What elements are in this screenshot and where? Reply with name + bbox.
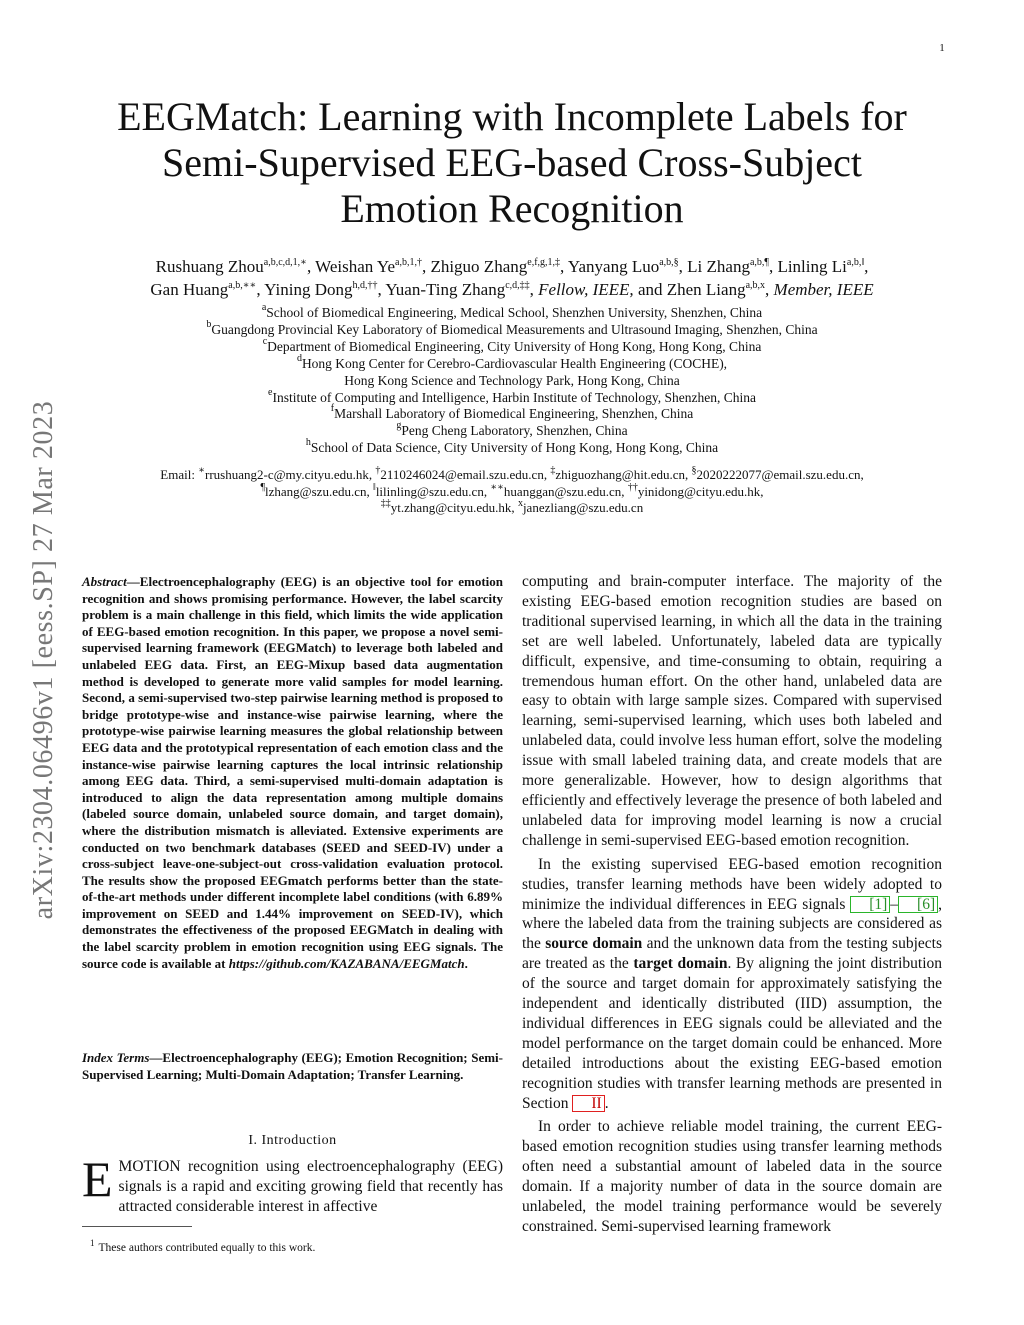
affiliation-text: Guangdong Provincial Key Laboratory of Biomedical Measurements and Ultrasound Imaging, Shenzhen, China <box>211 321 818 337</box>
body-paragraph: In order to achieve reliable model training, the current EEG-based emotion recognition studies using transfer learning methods often need a substantial amount of labeled data in the source domain. If a majority number of data in the source domain are unlabeled, the model training performance would be severely constrained. Semi-supervised learning framework <box>522 1118 942 1235</box>
author-conjunction: and <box>637 280 663 299</box>
section-link[interactable]: II <box>572 1095 604 1112</box>
intro-body: recognition using electroencephalography (EEG) signals is a rapid and exciting growing field that recently has attracted considerable interest in affective <box>118 1158 503 1215</box>
author-name: Linling Li <box>777 257 847 276</box>
email-address[interactable]: lilinling@szu.edu.cn, <box>375 483 488 499</box>
author-sup: a,b,x <box>745 280 766 291</box>
affiliation <box>120 352 904 373</box>
author-name: Gan Huang <box>150 280 229 299</box>
body-paragraph <box>522 855 942 1114</box>
author-sup: h,d,†† <box>352 280 378 291</box>
affiliation-text: School of Data Science, City University of Hong Kong, Hong Kong, China <box>310 440 719 456</box>
author-role: Fellow, IEEE, <box>538 280 634 299</box>
bold-term: source domain <box>545 935 643 953</box>
affiliation-sup: b <box>206 318 212 330</box>
affiliation <box>120 386 904 407</box>
author-name: Rushuang Zhou <box>155 257 264 276</box>
abstract-label: Abstract <box>82 574 127 589</box>
body-paragraph: computing and brain-computer interface. The majority of the existing EEG-based emotion recognition studies are based on traditional supervised learning, in which all the data in the training set are well labeled. Unfortunately, labeled data are typically difficult, expensive, and time-consuming to obtain, requiring a tremendous human effort. On the other hand, unlabeled data are easy to obtain with large sample sizes. Compared with supervised learning, semi-supervised learning, which uses both labeled and unlabeled data, could involve less human effort, solve the modeling issue with small labeled training data, and create models that are more generalizable. However, how to design algorithms that efficiently and effectively leverage the presence of both labeled and unlabeled data for improving model learning is now a crucial challenge in semi-supervised EEG-based emotion recognition. <box>522 573 942 849</box>
affiliation-text: Peng Cheng Laboratory, Shenzhen, China <box>401 423 628 439</box>
email-line <box>80 500 944 517</box>
affiliation-text: Hong Kong Center for Cerebro-Cardiovascular Health Engineering (COCHE), <box>301 355 728 371</box>
section-heading: I. Introduction <box>248 1133 337 1148</box>
email-line <box>80 481 944 501</box>
author-sup: a,b,‖ <box>846 257 865 268</box>
citation-link[interactable]: [6] <box>898 896 938 913</box>
author-sup: a,b,c,d,1,∗ <box>263 257 307 268</box>
affiliation-text: Department of Biomedical Engineering, City University of Hong Kong, Hong Kong, China <box>267 338 762 354</box>
email-symbol: ‡ <box>550 465 556 476</box>
affiliation-sup: e <box>268 386 273 398</box>
email-symbol: †† <box>627 481 638 493</box>
author-name: Yining Dong <box>264 280 353 299</box>
code-link[interactable]: https://github.com/KAZABANA/EEGMatch <box>228 955 465 971</box>
author-role: Member, IEEE <box>773 280 874 299</box>
author-sup: a,b,¶ <box>749 257 769 268</box>
text-run: . By aligning the joint distribution of the source and target domain for approximately satisfying the independent and identically distributed (IID) assumption, the individual differences in EEG signals could be alleviated and the model performance on the target domain could be enhanced. More detailed introductions about the existing EEG-based emotion recognition studies with transfer learning methods are presented in Section <box>522 955 943 1112</box>
arxiv-stamp: arXiv:2304.06496v1 [eess.SP] 27 Mar 2023 <box>28 400 59 920</box>
email-address[interactable]: janezliang@szu.edu.cn <box>522 500 644 515</box>
abstract <box>82 574 503 972</box>
affiliation <box>120 318 904 339</box>
title-line: EEGMatch: Learning with Incomplete Labels for <box>117 94 907 139</box>
author-sup: a,b,1,† <box>395 257 422 268</box>
email-symbol: ‖ <box>373 481 376 493</box>
author-list: Rushuang Zhou$^{a,b,c,d,1,∗}$, Weishan $Ye^{a,b,1,\dagger}$, Zhiguo Zhang$^{e,f,g,1,\ddagger}$, Yanyang Luo$^{a,b,\S}$, Li Zhang$^{a,b,\P}$, Linling $Li^{a,b,‖}$, Gan Huang$^{a,b,∗∗}$, Yining Dong$^{h,d,\dagger\dagger}$, Yuan-Ting Zhang$^{c,d,\ddagger\ddagger}$, Fellow, IEEE, and Zhen Liang$^{a,b,x}$, Member, IEEE <box>150 257 874 299</box>
index-terms-label: Index Terms <box>82 1050 150 1065</box>
email-address[interactable]: huanggan@szu.edu.cn, <box>503 483 625 499</box>
affiliation <box>120 437 904 457</box>
email-line <box>80 467 944 484</box>
intro-paragraph <box>82 1151 503 1217</box>
affiliation-text: Institute of Computing and Intelligence, Harbin Institute of Technology, Shenzhen, China <box>272 389 756 405</box>
author-sup: a,b,∗∗ <box>228 280 257 291</box>
author-name: Yuan-Ting Zhang <box>385 280 506 299</box>
email-symbol: ‡‡ <box>380 498 391 509</box>
author-name: Yanyang Luo <box>567 257 660 276</box>
email-symbol: § <box>691 465 697 476</box>
email-address[interactable]: 2020222077@email.szu.edu.cn, <box>696 467 864 482</box>
email-address[interactable]: lzhang@szu.edu.cn, <box>265 483 370 499</box>
email-symbol: ¶ <box>260 481 265 493</box>
affiliation-sup: h <box>305 437 311 449</box>
author-sup: c,d,‡‡ <box>505 280 530 291</box>
drop-cap: E <box>82 1151 113 1207</box>
index-terms <box>82 1050 503 1083</box>
footnote <box>90 1236 500 1255</box>
email-symbol: ∗∗ <box>490 481 504 493</box>
affiliation-sup: f <box>330 403 335 415</box>
abstract-end: . <box>464 955 468 971</box>
paper-title <box>80 94 944 232</box>
text-run: – <box>890 895 899 913</box>
right-column <box>522 572 942 1237</box>
text-run: , where the labeled data from the training subjects are considered as the <box>522 895 942 953</box>
abstract-body: —Electroencephalography (EEG) is an objective tool for emotion recognition and shows promising performance. However, the label scarcity problem is a main challenge in this field, which limits the wide application of EEG-based emotion recognition. In this paper, we propose a novel semi-supervised learning framework (EEGMatch) to leverage both labeled and unlabeled EEG data. First, an EEG-Mixup based data augmentation method is developed to generate more valid samples for model learning. Second, a semi-supervised two-step pairwise learning method is proposed to bridge prototype-wise and instance-wise pairwise learning, where the prototype-wise pairwise learning measures the global relationship between EEG data and the prototypical representation of each emotion class and the instance-wise pairwise learning captures the local intrinsic relationship among EEG data. Third, a semi-supervised multi-domain adaptation is introduced to align the data representation among multiple domains (labeled source domain, unlabeled source domain, and target domain), where the distribution mismatch is alleviated. Extensive experiments are conducted on two benchmark databases (SEED and SEED-IV) under a cross-subject leave-one-subject-out cross-validation evaluation protocol. The results show the proposed EEGmatch performs better than the state-of-the-art methods under different incomplete label conditions (with 6.89% improvement on SEED and 1.44% improvement on SEED-IV), which demonstrates the effectiveness of the proposed EEGMatch in dealing with the label scarcity problem in emotion recognition using EEG signals. The source code is available at <box>82 574 503 971</box>
author-name: Li Zhang <box>687 257 750 276</box>
affiliation-sup: g <box>396 420 402 432</box>
affiliation-text: Hong Kong Science and Technology Park, Hong Kong, China <box>344 372 680 388</box>
author-sup: e,f,g,1,‡ <box>527 257 561 268</box>
author-name: Zhen Liang <box>666 280 746 299</box>
email-address[interactable]: 2110246024@email.szu.edu.cn, <box>380 467 548 482</box>
bold-term: target domain <box>633 955 728 973</box>
email-address[interactable]: rrushuang2-c@my.cityu.edu.hk, <box>205 467 373 482</box>
email-symbol: ∗ <box>198 465 205 476</box>
text-run: In the existing supervised EEG-based emotion recognition studies, transfer learning methods have been widely adopted to minimize the individual differences in EEG signals <box>522 855 942 913</box>
affiliation <box>120 302 904 322</box>
index-terms-body: —Electroencephalography (EEG); Emotion Recognition; Semi-Supervised Learning; Multi-Domain Adaptation; Transfer Learning. <box>82 1050 504 1082</box>
email-symbol: x <box>517 498 523 509</box>
title-line: Semi-Supervised EEG-based Cross-Subject <box>162 140 862 185</box>
footnote-symbol: 1 <box>90 1238 95 1248</box>
email-symbol: † <box>375 465 381 476</box>
affiliation <box>120 373 904 390</box>
page-number: 1 <box>939 42 945 54</box>
email-address[interactable]: zhiguozhang@hit.edu.cn, <box>555 467 689 482</box>
affiliation-list <box>120 302 904 457</box>
affiliation <box>120 420 904 440</box>
email-address[interactable]: yt.zhang@cityu.edu.hk, <box>390 500 515 515</box>
email-label: Email: <box>160 467 195 482</box>
affiliation-sup: d <box>296 352 302 364</box>
text-run: . <box>604 1094 609 1112</box>
email-block <box>80 467 944 517</box>
affiliation <box>120 403 904 423</box>
affiliation-sup: a <box>261 302 267 313</box>
text-run: and the unknown data from the testing subjects are treated as the <box>522 935 942 973</box>
title-line: Emotion Recognition <box>340 186 684 231</box>
affiliation-text: School of Biomedical Engineering, Medical School, Shenzhen University, Shenzhen, China <box>266 305 763 320</box>
author-name: Weishan Ye <box>315 257 395 276</box>
author-sup: a,b,§ <box>659 257 679 268</box>
email-address[interactable]: yinidong@cityu.edu.hk, <box>637 483 764 499</box>
footnote-text: These authors contributed equally to this work. <box>98 1242 316 1254</box>
affiliation-sup: c <box>262 335 268 347</box>
author-name: Zhiguo Zhang <box>430 257 528 276</box>
affiliation <box>120 335 904 356</box>
affiliation-text: Marshall Laboratory of Biomedical Engineering, Shenzhen, China <box>334 406 694 422</box>
citation-link[interactable]: [1] <box>850 896 890 913</box>
footnote-rule <box>82 1226 192 1227</box>
intro-lead: MOTION <box>118 1158 181 1175</box>
